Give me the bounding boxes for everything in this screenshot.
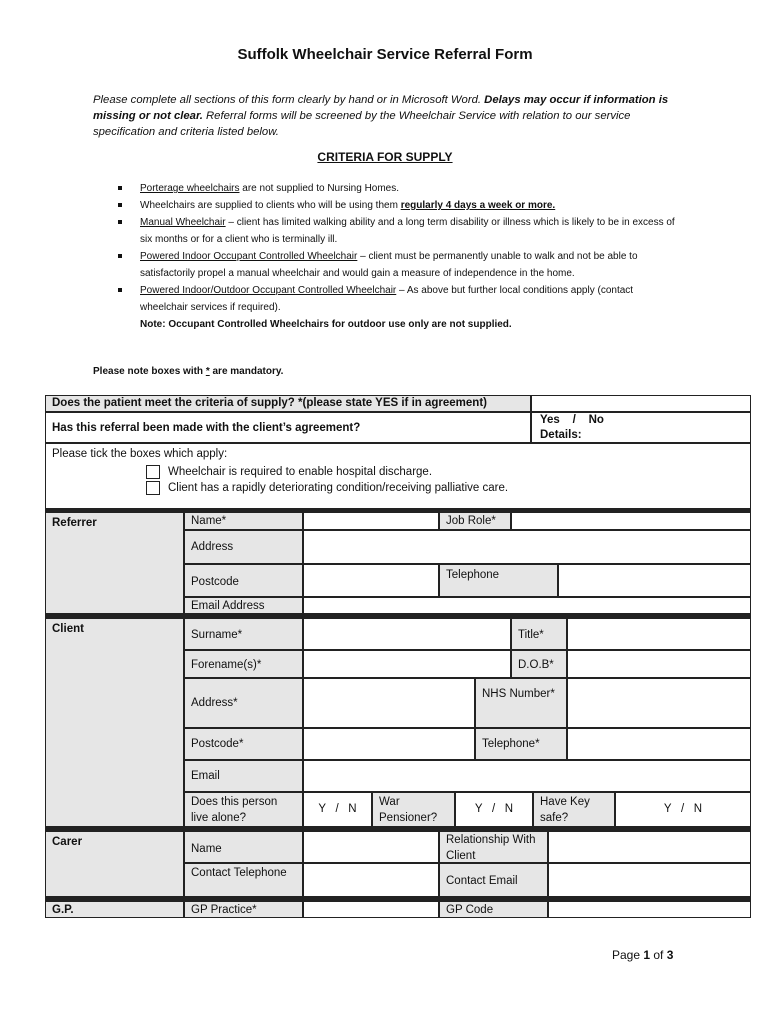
carer-contact-telephone-label: Contact Telephone [184, 863, 303, 897]
tick-intro: Please tick the boxes which apply: [52, 448, 228, 460]
current-page: 1 [643, 948, 651, 962]
criteria-item [118, 180, 678, 197]
client-postcode-field[interactable] [303, 728, 475, 760]
tick-row-discharge [146, 464, 744, 480]
carer-relationship-field[interactable] [548, 831, 751, 863]
client-section-label: Client [45, 618, 184, 827]
agreement-answer-field[interactable] [531, 412, 751, 443]
client-surname-label: Surname* [184, 618, 303, 650]
client-telephone-label: Telephone* [475, 728, 567, 760]
carer-section-label: Carer [45, 831, 184, 897]
client-surname-field[interactable] [303, 618, 511, 650]
client-title-field[interactable] [567, 618, 751, 650]
referrer-job-role-label: Job Role* [439, 512, 511, 530]
criteria-heading: CRITERIA FOR SUPPLY [317, 150, 453, 164]
yes-no-label: Yes / No [540, 414, 604, 426]
client-nhs-label: NHS Number* [475, 678, 567, 728]
criteria-note: Note: Occupant Controlled Wheelchairs for outdoor use only are not supplied. [140, 319, 512, 330]
referrer-name-field[interactable] [303, 512, 439, 530]
gp-code-field[interactable] [548, 901, 751, 918]
bullet-icon [118, 186, 122, 190]
client-telephone-field[interactable] [567, 728, 751, 760]
tick-label-palliative: Client has a rapidly deteriorating condition/receiving palliative care. [168, 482, 509, 494]
criteria-text: – As above but further local conditions apply (contact wheelchair services if required). [140, 285, 634, 313]
intro-part1: Please complete all sections of this form clearly by hand or in Microsoft Word. [93, 94, 482, 106]
referrer-postcode-field[interactable] [303, 564, 439, 597]
client-key-safe-yn-field[interactable]: Y / N [615, 792, 751, 827]
bullet-icon [118, 203, 122, 207]
tick-box-section [45, 443, 751, 509]
referrer-telephone-field[interactable] [558, 564, 751, 597]
criteria-text: – client has limited walking ability and a long term disability or illness which is likely to be in excess of six months or for a client who is terminally ill. [140, 217, 675, 245]
form-title: Suffolk Wheelchair Service Referral Form [237, 46, 533, 63]
client-dob-field[interactable] [567, 650, 751, 678]
client-title-label: Title* [511, 618, 567, 650]
referrer-email-label: Email Address [184, 597, 303, 614]
criteria-term: Powered Indoor Occupant Controlled Wheelchair [140, 251, 358, 262]
referrer-postcode-label: Postcode [184, 564, 303, 597]
client-email-field[interactable] [303, 760, 751, 792]
carer-contact-telephone-field[interactable] [303, 863, 439, 897]
mandatory-note [93, 366, 283, 377]
page-of-label: of [650, 948, 667, 962]
mandatory-star: * [205, 366, 210, 377]
referrer-address-label: Address [184, 530, 303, 564]
criteria-emphasis: regularly 4 days a week or more. [400, 200, 556, 211]
criteria-item [118, 197, 678, 214]
referrer-email-field[interactable] [303, 597, 751, 614]
client-alone-yn-field[interactable]: Y / N [303, 792, 372, 827]
criteria-item [118, 248, 678, 282]
tick-label-discharge: Wheelchair is required to enable hospital discharge. [168, 466, 433, 478]
criteria-term: Powered Indoor/Outdoor Occupant Controlled Wheelchair [140, 285, 397, 296]
client-key-safe-label: Have Key safe? [533, 792, 615, 827]
client-dob-label: D.O.B* [511, 650, 567, 678]
criteria-item [118, 214, 678, 248]
client-postcode-label: Postcode* [184, 728, 303, 760]
palliative-checkbox[interactable] [146, 481, 160, 495]
carer-name-field[interactable] [303, 831, 439, 863]
criteria-answer-field[interactable] [531, 395, 751, 412]
client-war-pensioner-label: War Pensioner? [372, 792, 455, 827]
intro-text [93, 92, 693, 140]
details-label: Details: [540, 429, 582, 441]
referrer-section-label: Referrer [45, 512, 184, 614]
criteria-list [118, 180, 678, 333]
client-address-field[interactable] [303, 678, 475, 728]
bullet-icon [118, 254, 122, 258]
total-pages: 3 [666, 948, 674, 962]
referrer-name-label: Name* [184, 512, 303, 530]
bullet-icon [118, 288, 122, 292]
criteria-text: Wheelchairs are supplied to clients who will be using them [140, 200, 401, 211]
client-email-label: Email [184, 760, 303, 792]
gp-practice-field[interactable] [303, 901, 439, 918]
carer-name-label: Name [184, 831, 303, 863]
mandatory-text-end: are mandatory. [209, 366, 284, 377]
client-nhs-field[interactable] [567, 678, 751, 728]
mandatory-text: Please note boxes with [93, 366, 206, 377]
gp-section-label: G.P. [45, 901, 184, 918]
client-alone-label: Does this person live alone? [184, 792, 303, 827]
carer-contact-email-label: Contact Email [439, 863, 548, 897]
gp-code-label: GP Code [439, 901, 548, 918]
intro-part2: Referral forms will be screened by the Wheelchair Service with relation to our service specification and criteria listed below. [93, 110, 631, 138]
client-war-pensioner-yn-field[interactable]: Y / N [455, 792, 533, 827]
client-forename-field[interactable] [303, 650, 511, 678]
criteria-question: Does the patient meet the criteria of supply? *(please state YES if in agreement) [45, 395, 531, 412]
referrer-address-field[interactable] [303, 530, 751, 564]
agreement-question: Has this referral been made with the client’s agreement? [45, 412, 531, 443]
referrer-telephone-label: Telephone [439, 564, 558, 597]
client-address-label: Address* [184, 678, 303, 728]
carer-contact-email-field[interactable] [548, 863, 751, 897]
criteria-term: Manual Wheelchair [140, 217, 226, 228]
client-forename-label: Forename(s)* [184, 650, 303, 678]
criteria-item [118, 282, 678, 333]
bullet-icon [118, 220, 122, 224]
discharge-checkbox[interactable] [146, 465, 160, 479]
criteria-text: are not supplied to Nursing Homes. [239, 183, 400, 194]
intro-warning: Delays may occur if information is missing or not clear. [93, 94, 669, 122]
referrer-job-role-field[interactable] [511, 512, 751, 530]
carer-relationship-label: Relationship With Client [439, 831, 548, 863]
criteria-text: – client must be permanently unable to walk and not be able to satisfactorily propel a manual wheelchair and would gain a measure of independence in the home. [140, 251, 638, 279]
gp-practice-label: GP Practice* [184, 901, 303, 918]
page-label: Page [612, 948, 644, 962]
criteria-term: Porterage wheelchairs [140, 183, 240, 194]
tick-row-palliative [146, 480, 744, 496]
page-number [612, 948, 673, 962]
